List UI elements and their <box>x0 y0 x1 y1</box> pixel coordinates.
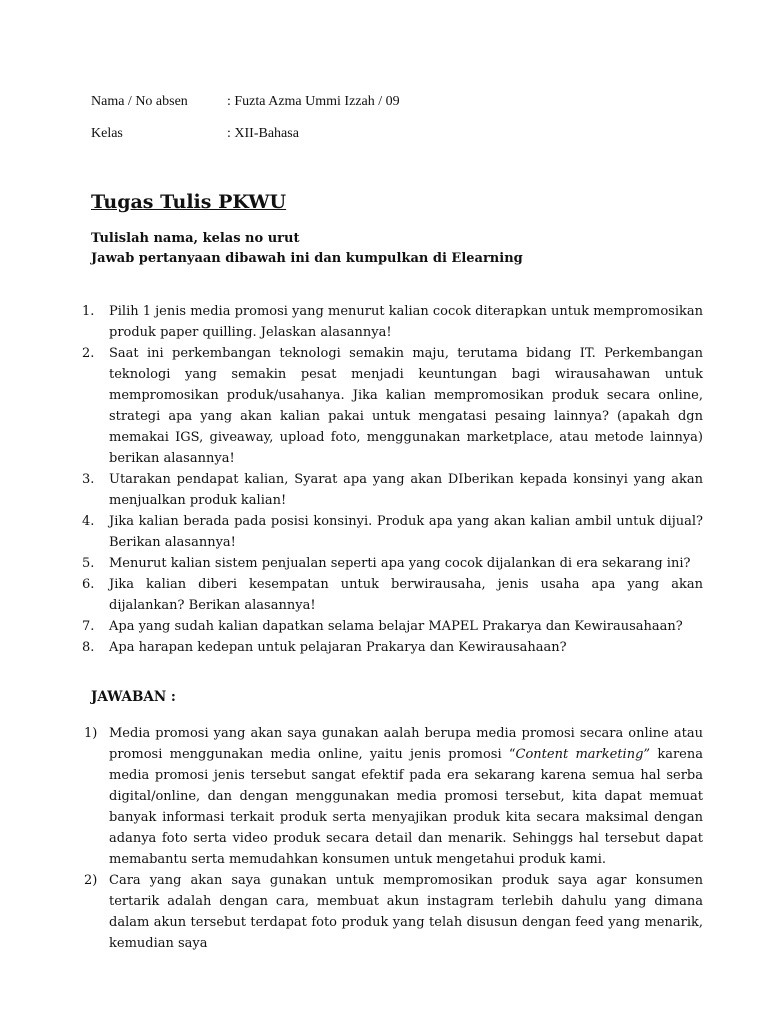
instruction-line: Tulislah nama, kelas no urut <box>91 231 300 246</box>
answer-number: 2) <box>84 873 98 888</box>
answer-text: Cara yang akan saya gunakan untuk mempromosikan produk saya agar konsumen tertarik adalah dengan cara, membuat akun instagram terlebih dahulu yang dimana dalam akun tersebut terdapat foto produk yang telah disusun dengan feed yang menarik, kemudian saya <box>109 873 703 951</box>
question-text: Saat ini perkembangan teknologi semakin maju, terutama bidang IT. Perkembangan teknologi yang semakin pesat menjadi keuntungan bagi wirausahawan untuk mempromosikan produk/usahanya. Jika kalian mempromosikan produk secara online, strategi apa yang akan kalian pakai untuk mengatasi pesaing lainnya? (apakah dgn memakai IGS, giveaway, upload foto, menggunakan marketplace, atau metode lainnya) berikan alasannya! <box>109 346 703 466</box>
question-item <box>82 574 703 616</box>
question-text: Jika kalian berada pada posisi konsinyi. Produk apa yang akan kalian ambil untuk dijual? Berikan alasannya! <box>109 514 703 550</box>
class-label: Kelas <box>91 126 123 141</box>
answer-emphasis: Content marketing” <box>515 747 651 762</box>
name-label: Nama / No absen <box>91 94 188 109</box>
question-text: Menurut kalian sistem penjualan seperti apa yang cocok dijalankan di era sekarang ini? <box>109 556 691 571</box>
question-number: 5. <box>82 556 95 571</box>
answer-list <box>84 723 703 954</box>
answers-heading: JAWABAN : <box>91 689 176 705</box>
answer-item <box>84 870 703 954</box>
class-value: : XII-Bahasa <box>227 126 299 141</box>
answer-number: 1) <box>84 726 98 741</box>
question-item <box>82 637 703 658</box>
question-number: 8. <box>82 640 95 655</box>
question-item <box>82 511 703 553</box>
question-item <box>82 553 703 574</box>
question-number: 4. <box>82 514 95 529</box>
question-item <box>82 343 703 469</box>
instruction-line: Jawab pertanyaan dibawah ini dan kumpulkan di Elearning <box>91 251 523 266</box>
question-list <box>82 301 703 658</box>
answer-text: Media promosi yang akan saya gunakan aalah berupa media promosi secara online atau promosi menggunakan media online, yaitu jenis promosi “ <box>109 726 703 762</box>
question-item <box>82 469 703 511</box>
question-text: Jika kalian diberi kesempatan untuk berwirausaha, jenis usaha apa yang akan dijalankan? Berikan alasannya! <box>109 577 703 613</box>
question-item <box>82 616 703 637</box>
question-text: Pilih 1 jenis media promosi yang menurut kalian cocok diterapkan untuk mempromosikan produk paper quilling. Jelaskan alasannya! <box>109 304 703 340</box>
question-number: 1. <box>82 304 95 319</box>
question-number: 6. <box>82 577 95 592</box>
page-title: Tugas Tulis PKWU <box>91 191 287 213</box>
question-text: Apa yang sudah kalian dapatkan selama belajar MAPEL Prakarya dan Kewirausahaan? <box>109 619 683 634</box>
question-text: Apa harapan kedepan untuk pelajaran Prakarya dan Kewirausahaan? <box>109 640 567 655</box>
question-number: 2. <box>82 346 95 361</box>
name-value: : Fuzta Azma Ummi Izzah / 09 <box>227 94 400 109</box>
question-text: Utarakan pendapat kalian, Syarat apa yang akan DIberikan kepada konsinyi yang akan menjualkan produk kalian! <box>109 472 703 508</box>
answer-text: karena media promosi jenis tersebut sangat efektif pada era sekarang karena semua hal serba digital/online, dan dengan menggunakan media promosi tersebut, kita dapat memuat banyak informasi terkait produk serta menyajikan produk kita secara maksimal dengan adanya foto serta video produk secara detail dan menarik. Sehinggs hal tersebut dapat memabantu serta memudahkan konsumen untuk mengetahui produk kami. <box>109 747 703 867</box>
question-number: 3. <box>82 472 95 487</box>
question-item <box>82 301 703 343</box>
answer-item <box>84 723 703 870</box>
question-number: 7. <box>82 619 95 634</box>
